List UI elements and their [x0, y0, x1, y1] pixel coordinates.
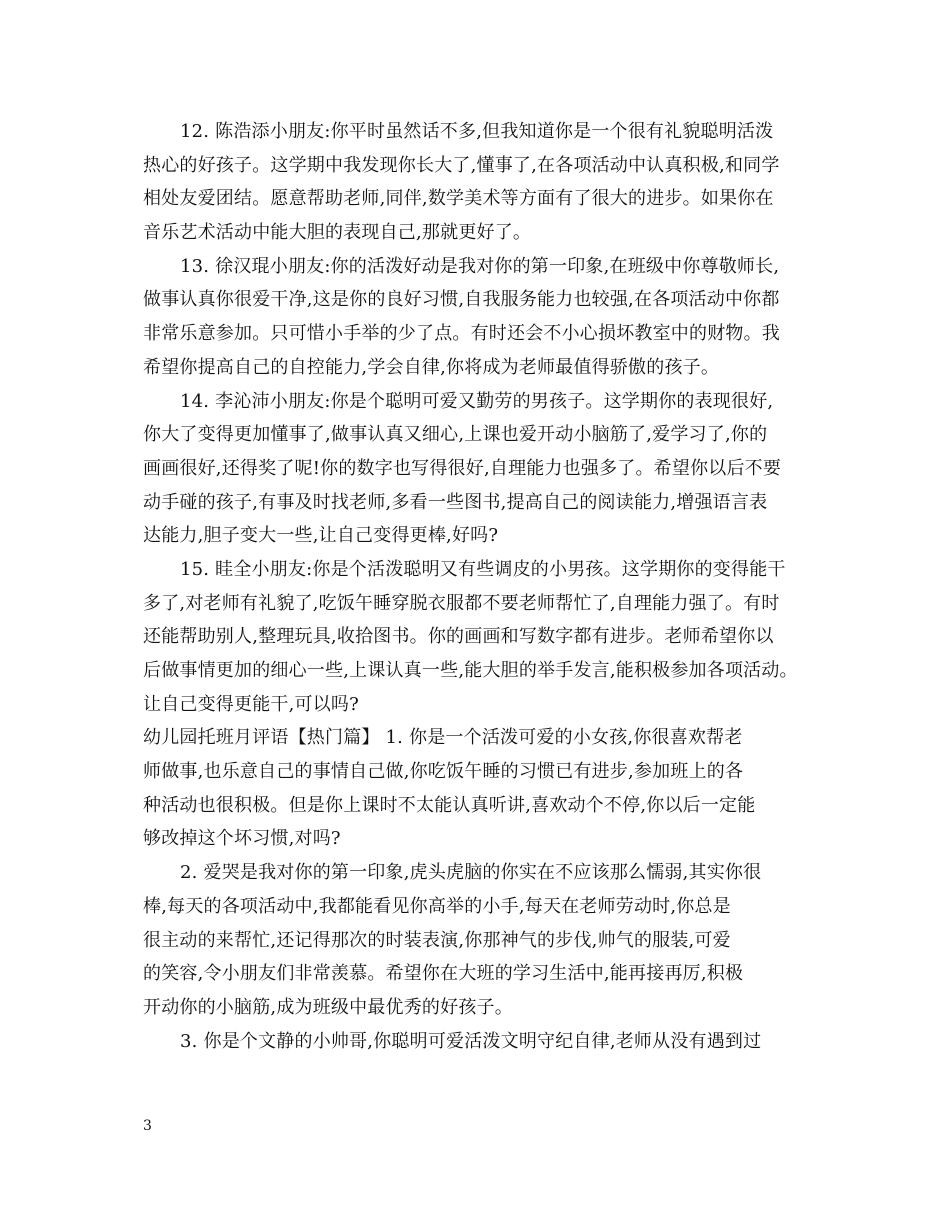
- text-line: 够改掉这个坏习惯,对吗?: [143, 828, 341, 850]
- text-line: 画画很好,还得奖了呢!你的数字也写得很好,自理能力也强多了。希望你以后不要: [143, 457, 782, 479]
- text-line: 热心的好孩子。这学期中我发现你长大了,懂事了,在各项活动中认真积极,和同学: [143, 154, 780, 176]
- text-line: 13. 徐汉琨小朋友:你的活泼好动是我对你的第一印象,在班级中你尊敬师长,: [180, 255, 780, 277]
- text-line: 师做事,也乐意自己的事情自己做,你吃饭午睡的习惯已有进步,参加班上的各: [143, 761, 744, 783]
- text-line: 2. 爱哭是我对你的第一印象,虎头虎脑的你实在不应该那么懦弱,其实你很: [180, 862, 762, 884]
- text-line: 做事认真你很爱干净,这是你的良好习惯,自我服务能力也较强,在各项活动中你都: [143, 289, 780, 311]
- text-line: 棒,每天的各项活动中,我都能看见你高举的小手,每天在老师劳动时,你总是: [143, 895, 731, 917]
- text-line: 12. 陈浩添小朋友:你平时虽然话不多,但我知道你是一个很有礼貌聪明活泼: [180, 121, 774, 142]
- text-line: 音乐艺术活动中能大胆的表现自己,那就更好了。: [143, 222, 532, 244]
- text-line: 非常乐意参加。只可惜小手举的少了点。有时还会不小心损坏教室中的财物。我: [143, 323, 780, 345]
- text-line: 达能力,胆子变大一些,让自己变得更棒,好吗?: [143, 525, 499, 547]
- text-line: 多了,对老师有礼貌了,吃饭午睡穿脱衣服都不要老师帮忙了,自理能力强了。有时: [143, 592, 780, 614]
- text-line: 希望你提高自己的自控能力,学会自律,你将成为老师最值得骄傲的孩子。: [143, 356, 720, 378]
- section-heading-line: 幼儿园托班月评语【热门篇】 1. 你是一个活泼可爱的小女孩,你很喜欢帮老: [143, 727, 743, 749]
- text-line: 15. 眭全小朋友:你是个活泼聪明又有些调皮的小男孩。这学期你的变得能干: [180, 558, 786, 580]
- document-body: [143, 115, 823, 1058]
- text-line: 开动你的小脑筋,成为班级中最优秀的好孩子。: [143, 996, 513, 1018]
- text-line: 动手碰的孩子,有事及时找老师,多看一些图书,提高自己的阅读能力,增强语言表: [143, 491, 768, 513]
- text-line: 还能帮助别人,整理玩具,收拾图书。你的画画和写数字都有进步。老师希望你以: [143, 626, 774, 648]
- page-number: 3: [143, 1118, 152, 1134]
- text-line: 后做事情更加的细心一些,上课认真一些,能大胆的举手发言,能积极参加各项活动。: [143, 660, 798, 681]
- text-line: 让自己变得更能干,可以吗?: [143, 693, 359, 715]
- text-line: 相处友爱团结。愿意帮助老师,同伴,数学美术等方面有了很大的进步。如果你在: [143, 188, 774, 210]
- text-line: 的笑容,令小朋友们非常羡慕。希望你在大班的学习生活中,能再接再厉,积极: [143, 963, 744, 985]
- text-line: 14. 李沁沛小朋友:你是个聪明可爱又勤劳的男孩子。这学期你的表现很好,: [180, 390, 774, 412]
- text-line: 3. 你是个文静的小帅哥,你聪明可爱活泼文明守纪自律,老师从没有遇到过: [180, 1030, 762, 1052]
- text-line: 种活动也很积极。但是你上课时不太能认真听讲,喜欢动个不停,你以后一定能: [143, 794, 756, 816]
- text-line: 你大了变得更加懂事了,做事认真又细心,上课也爱开动小脑筋了,爱学习了,你的: [143, 424, 768, 446]
- text-line: 很主动的来帮忙,还记得那次的时装表演,你那神气的步伐,帅气的服装,可爱: [143, 929, 731, 951]
